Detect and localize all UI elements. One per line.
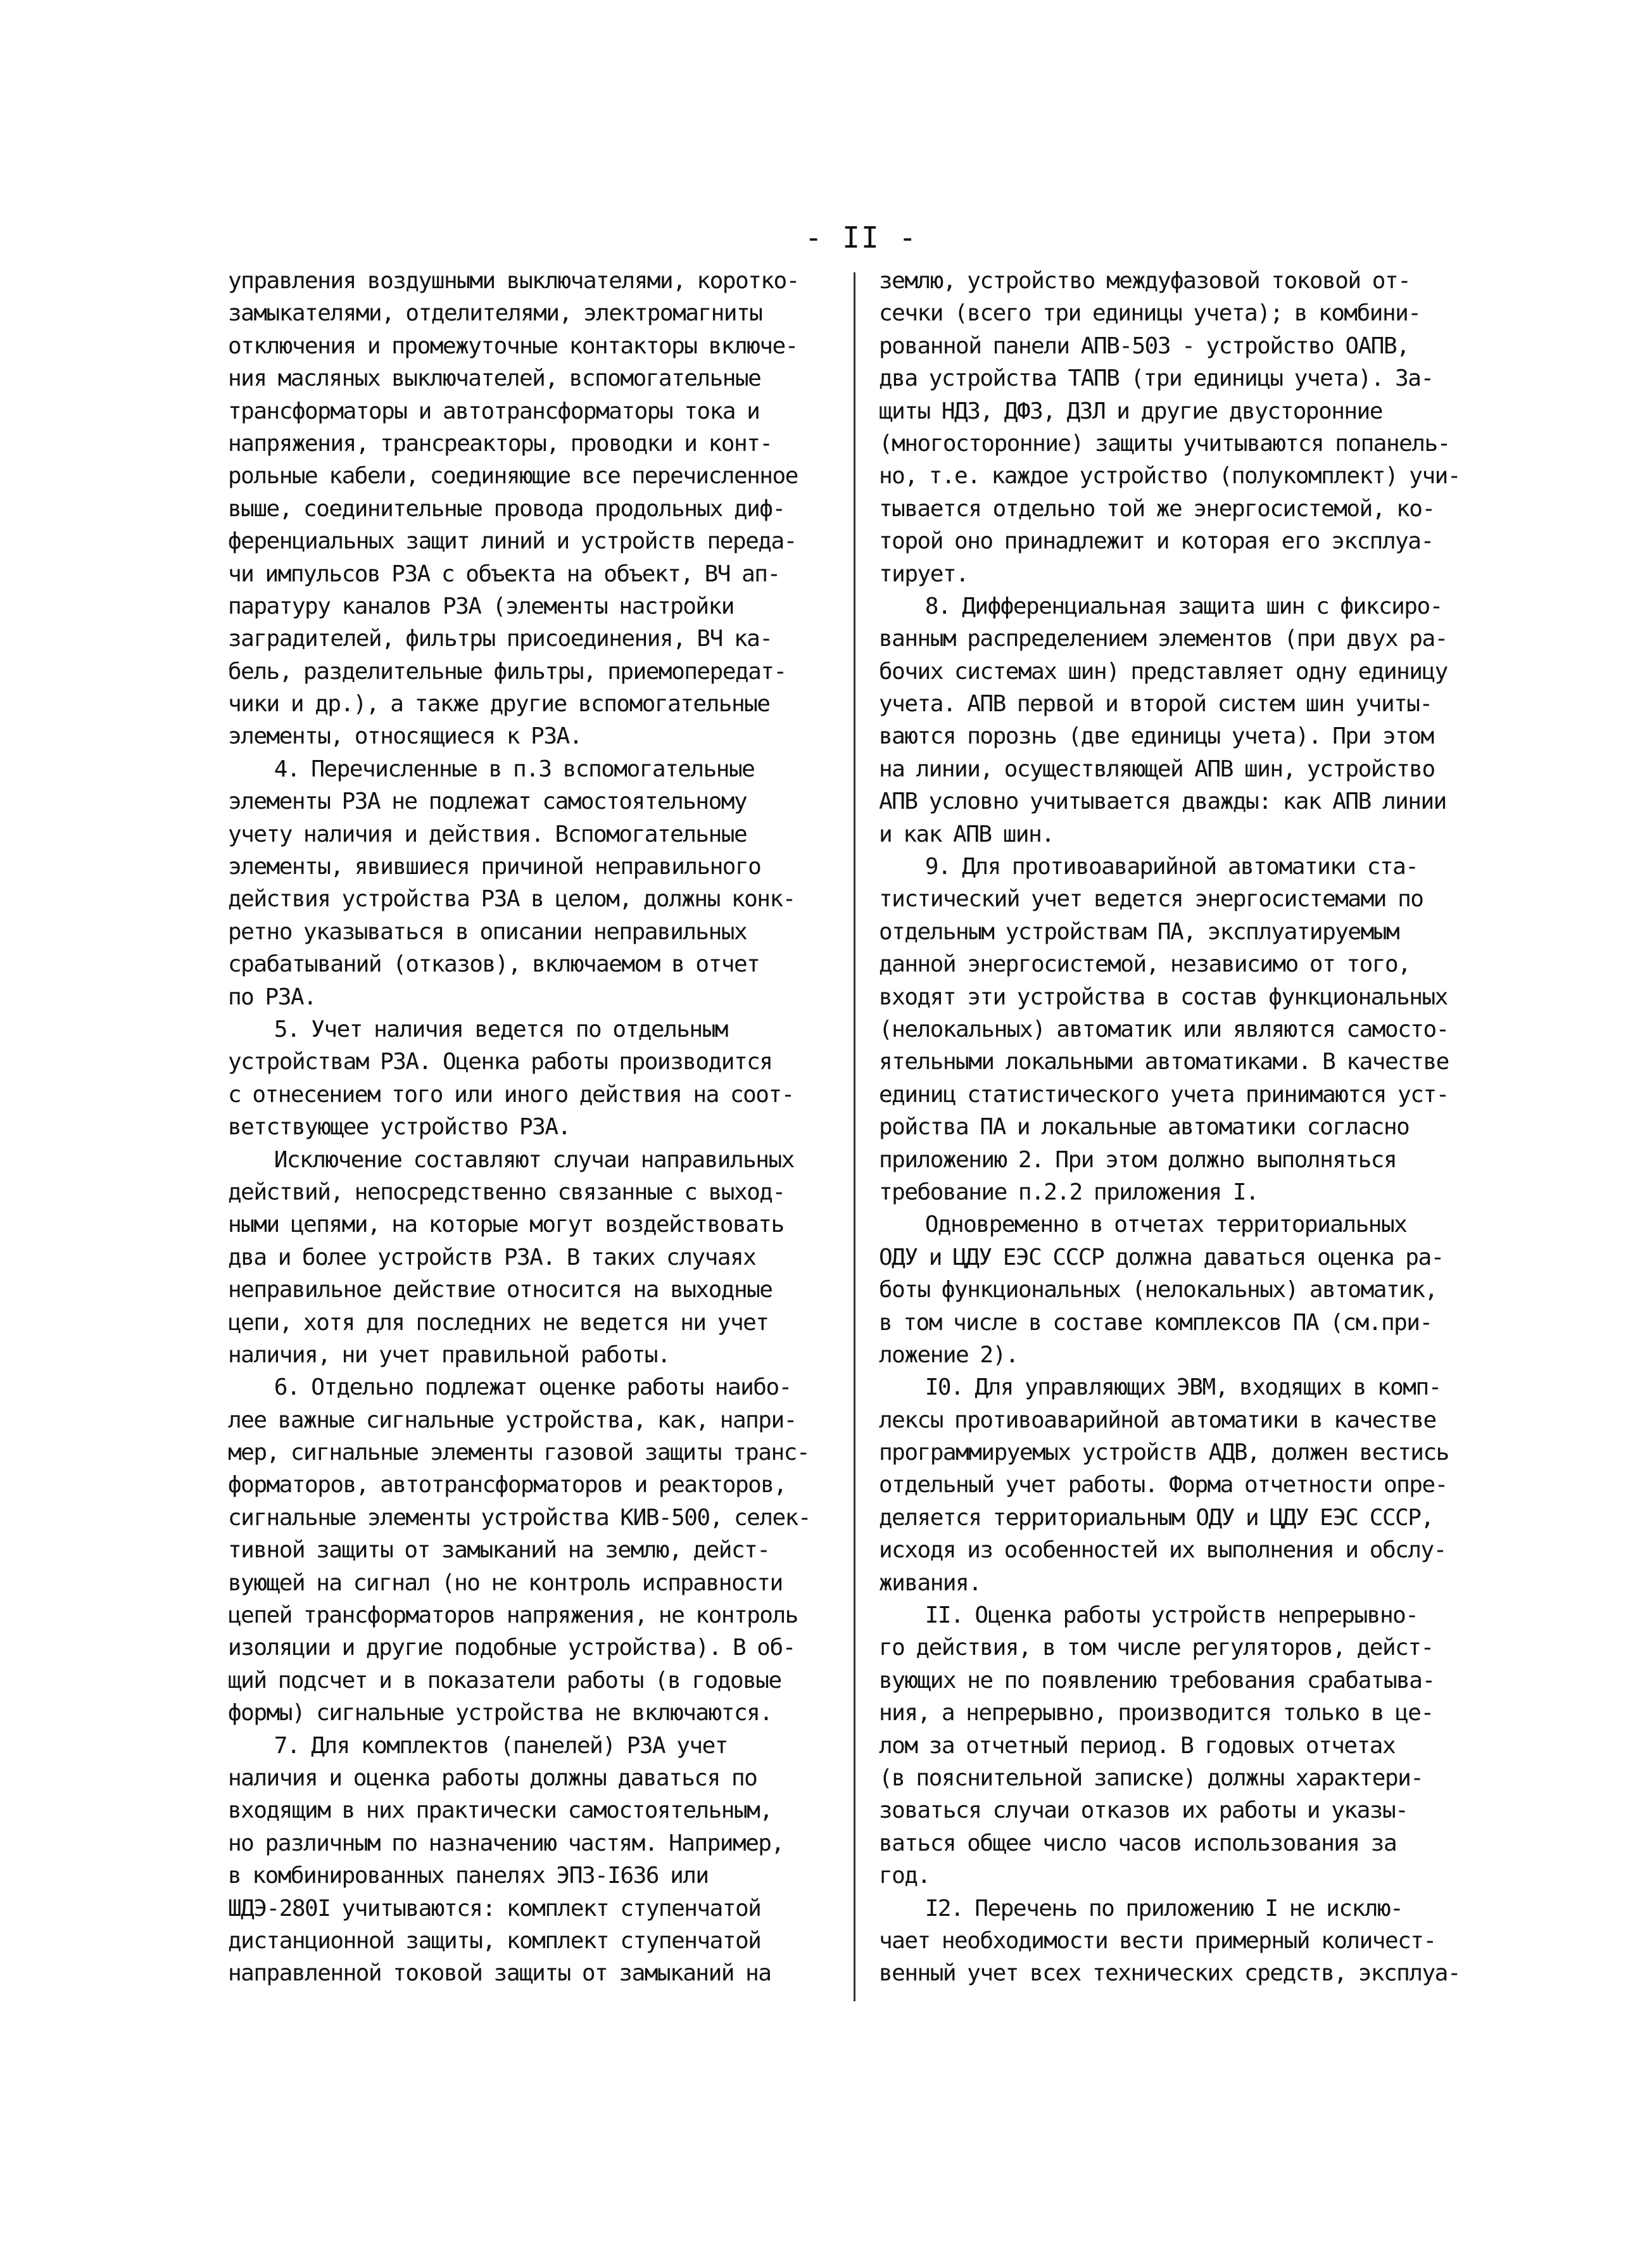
text-line: по РЗА. [228,984,317,1010]
text-line: I2. Перечень по приложению I не исклю- [879,1895,1403,1922]
text-line: ваются порознь (две единицы учета). При этом [879,723,1434,750]
text-line: но различным по назначению частям. Например, [228,1830,784,1856]
text-line: направленной токовой защиты от замыканий на [228,1960,771,1987]
text-line: срабатываний (отказов), включаемом в отчет [228,951,760,978]
text-line: ложение 2). [879,1341,1018,1368]
text-line: Одновременно в отчетах территориальных [879,1212,1407,1238]
text-line: чает необходимости вести примерный количест- [879,1927,1436,1954]
text-line: учету наличия и действия. Вспомогательные [228,821,747,847]
text-line: щиты НДЗ, ДФЗ, ДЗЛ и другие двусторонние [879,398,1382,424]
text-line: рольные кабели, соединяющие все перечисленное [228,463,798,490]
text-line: ния, а непрерывно, производится только в це- [879,1700,1434,1726]
text-line: приложению 2. При этом должно выполняться [879,1146,1397,1173]
text-line: ретно указываться в описании неправильных [228,918,747,945]
text-line: тывается отдельно той же энергосистемой, ко- [879,495,1435,522]
text-line: бочих системах шин) представляет одну единицу [879,658,1448,685]
column-divider [854,272,855,2001]
text-line: ния масляных выключателей, вспомогательные [228,365,761,392]
text-line: рованной панели АПВ-503 - устройство ОАПВ, [879,333,1410,359]
text-line: и как АПВ шин. [879,821,1054,847]
text-line: наличия, ни учет правильной работы. [228,1341,671,1368]
text-line: торой оно принадлежит и которая его эксплуа- [879,528,1434,555]
text-line: землю, устройство междуфазовой токовой от- [879,268,1411,294]
text-line: элементы, относящиеся к РЗА. [228,723,582,750]
text-line: ятельными локальными автоматиками. В качестве [879,1049,1449,1075]
text-line: два устройства ТАПВ (три единицы учета). За- [879,365,1434,392]
text-line: управления воздушными выключателями, коротко- [228,268,799,294]
text-line: вующей на сигнал (но не контроль исправности [228,1569,783,1596]
text-line: отключения и промежуточные контакторы включе- [228,333,798,359]
text-line: боты функциональных (нелокальных) автоматик, [879,1277,1437,1303]
text-line: дистанционной защиты, комплект ступенчатой [228,1927,761,1954]
text-line: 6. Отдельно подлежат оценке работы наибо- [228,1374,792,1401]
text-line: ными цепями, на которые могут воздействовать [228,1212,784,1238]
text-line: II. Оценка работы устройств непрерывно- [879,1602,1418,1629]
text-line: цепи, хотя для последних не ведется ни учет [228,1309,769,1336]
page-number: - II - [804,220,918,255]
text-line: мер, сигнальные элементы газовой защиты транс- [228,1440,809,1466]
text-line: Исключение составляют случаи направильных [228,1146,794,1173]
text-line: сигнальные элементы устройства КИВ-500, селек- [228,1504,811,1531]
text-line: АПВ условно учитывается дважды: как АПВ линии [879,789,1446,815]
text-line: 8. Дифференциальная защита шин с фиксиро- [879,593,1442,619]
text-line: в том числе в составе комплексов ПА (см.при- [879,1309,1432,1336]
text-line: с отнесением того или иного действия на соот- [228,1081,794,1108]
text-line: ференциальных защит линий и устройств переда- [228,528,797,555]
text-line: действия устройства РЗА в целом, должны конк- [228,886,795,913]
text-line: учета. АПВ первой и второй систем шин учиты- [879,691,1432,718]
text-line: 4. Перечисленные в п.3 вспомогательные [228,756,755,782]
text-line: входящим в них практически самостоятельным, [228,1797,773,1824]
left-column [228,265,836,1990]
text-line: заградителей, фильтры присоединения, ВЧ ка- [228,626,773,652]
text-line: требование п.2.2 приложения I. [879,1179,1259,1205]
text-line: элементы, явившиеся причиной неправильного [228,854,761,880]
text-line: 7. Для комплектов (панелей) РЗА учет [228,1732,728,1759]
text-line: ройства ПА и локальные автоматики согласно [879,1114,1410,1141]
text-line: на линии, осуществляющей АПВ шин, устройство [879,756,1435,782]
text-line: вующих не по появлению требования срабатыва- [879,1667,1435,1694]
text-line: отдельным устройствам ПА, эксплуатируемым [879,918,1399,945]
text-line: щий подсчет и в показатели работы (в годовые [228,1667,781,1694]
text-line: формы) сигнальные устройства не включаются. [228,1700,773,1726]
text-line: ветствующее устройство РЗА. [228,1114,571,1141]
text-line: тивной защиты от замыканий на землю, дейст- [228,1537,770,1564]
text-line: сечки (всего три единицы учета); в комбини- [879,300,1421,327]
text-line: тирует. [879,561,969,587]
text-line: выше, соединительные провода продольных диф- [228,495,785,522]
text-line: ваться общее число часов использования за [879,1830,1397,1856]
text-line: входят эти устройства в состав функциональных [879,984,1448,1010]
text-line: деляется территориальным ОДУ и ЦДУ ЕЭС СССР, [879,1504,1434,1531]
text-line: чи импульсов РЗА с объекта на объект, ВЧ ап- [228,561,780,587]
text-line: зоваться случаи отказов их работы и указы- [879,1797,1408,1824]
text-line: форматоров, автотрансформаторов и реакторов, [228,1472,786,1498]
text-line: 5. Учет наличия ведется по отдельным [228,1016,728,1042]
text-line: ШДЭ-280I учитываются: комплект ступенчатой [228,1895,761,1922]
text-line: го действия, в том числе регуляторов, дейст- [879,1635,1434,1661]
text-line: тистический учет ведется энергосистемами по [879,886,1423,913]
text-line: год. [879,1863,930,1889]
text-line: бель, разделительные фильтры, приемопередат- [228,658,786,685]
text-line: напряжения, трансреакторы, проводки и конт- [228,430,773,457]
text-line: два и более устройств РЗА. В таких случаях [228,1244,756,1270]
text-line: трансформаторы и автотрансформаторы тока и [228,398,760,424]
text-line: в комбинированных панелях ЭПЗ-I636 или [228,1863,709,1889]
text-line: лом за отчетный период. В годовых отчетах [879,1732,1396,1759]
text-line: лексы противоаварийной автоматики в качестве [879,1407,1436,1433]
text-line: (в пояснительной записке) должны характери- [879,1764,1423,1791]
text-line: ванным распределением элементов (при двух ра- [879,626,1448,652]
text-line: элементы РЗА не подлежат самостоятельному [228,789,747,815]
text-line: паратуру каналов РЗА (элементы настройки [228,593,734,619]
text-line: живания. [879,1569,981,1596]
text-line: но, т.е. каждое устройство (полукомплект) учи- [879,463,1460,490]
text-line: исходя из особенностей их выполнения и обслу- [879,1537,1446,1564]
text-line: венный учет всех технических средств, эксплуа- [879,1960,1460,1987]
text-line: действий, непосредственно связанные с выход- [228,1179,785,1205]
text-line: неправильное действие относится на выходные [228,1277,773,1303]
text-line: чики и др.), а также другие вспомогательные [228,691,770,718]
text-line: программируемых устройств АДВ, должен вестись [879,1440,1449,1466]
right-column [879,265,1499,1990]
text-line: устройствам РЗА. Оценка работы производится [228,1049,773,1075]
text-line: 9. Для противоаварийной автоматики ста- [879,854,1418,880]
text-line: изоляции и другие подобные устройства). В об- [228,1635,795,1661]
text-line: (многосторонние) защиты учитываются попанель- [879,430,1450,457]
text-line: отдельный учет работы. Форма отчетности опре- [879,1472,1448,1498]
text-line: единиц статистического учета принимаются уст- [879,1081,1449,1108]
text-line: ОДУ и ЦДУ ЕЭС СССР должна даваться оценка ра- [879,1244,1444,1270]
text-line: наличия и оценка работы должны даваться по [228,1764,757,1791]
text-line: замыкателями, отделителями, электромагниты [228,300,762,327]
text-line: цепей трансформаторов напряжения, не контроль [228,1602,798,1629]
text-line: данной энергосистемой, независимо от того, [879,951,1411,978]
text-line: (нелокальных) автоматик или являются самосто- [879,1016,1449,1042]
text-line: I0. Для управляющих ЭВМ, входящих в комп- [879,1374,1441,1401]
text-line: лее важные сигнальные устройства, как, напри- [228,1407,797,1433]
